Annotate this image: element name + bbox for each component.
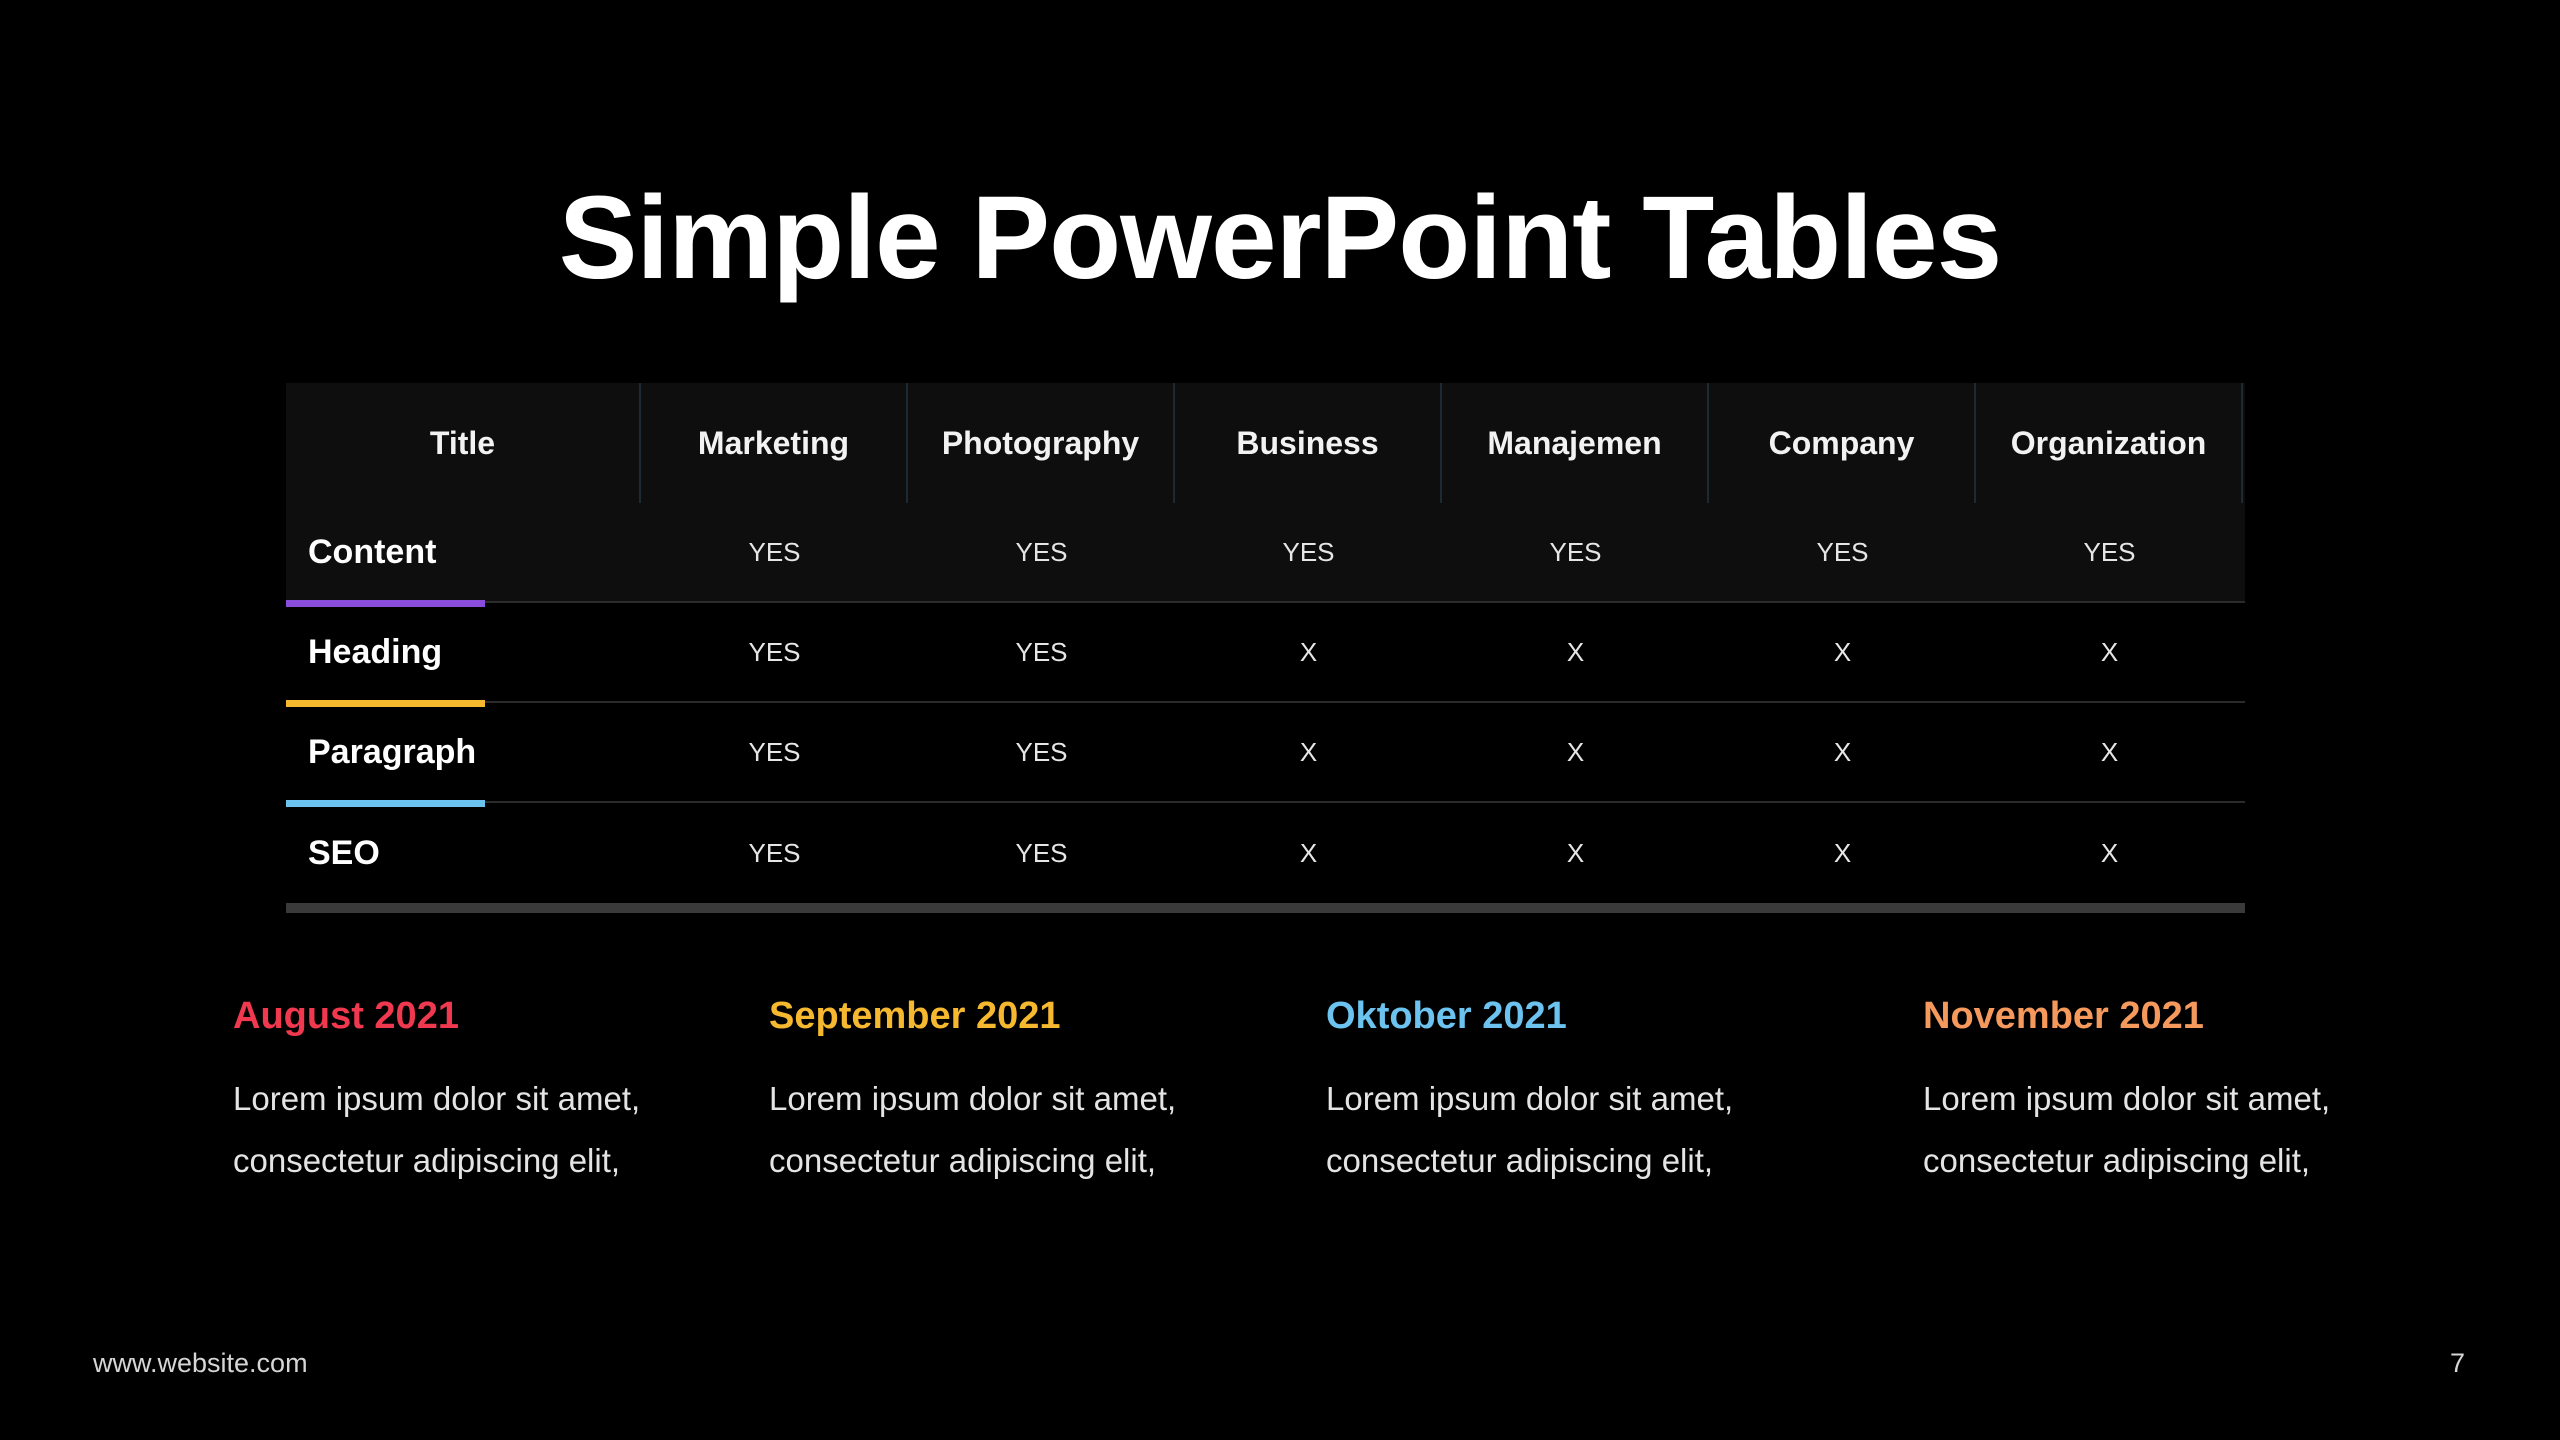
table-cell: YES xyxy=(1816,536,1869,567)
page-number: 7 xyxy=(2449,1348,2465,1378)
table-cell: X xyxy=(1566,736,1585,767)
table-cell: X xyxy=(1566,837,1585,868)
table-cell: YES xyxy=(2083,536,2136,567)
timeline-title: November 2021 xyxy=(1923,995,2204,1037)
table-cell: X xyxy=(1833,837,1852,868)
table-cell: X xyxy=(1299,837,1318,868)
table-cell: YES xyxy=(1282,536,1335,567)
timeline-text xyxy=(233,1068,753,1192)
header-cell-manajemen: Manajemen xyxy=(1442,383,1709,503)
timeline-text xyxy=(769,1068,1289,1192)
timeline-text-line: consectetur adipiscing elit, xyxy=(1923,1142,2311,1179)
row-label: Content xyxy=(308,532,437,571)
table-cell: X xyxy=(1833,636,1852,667)
timeline-text-line: Lorem ipsum dolor sit amet, xyxy=(1326,1080,1734,1117)
table-cell: X xyxy=(1299,636,1318,667)
timeline-text-line: consectetur adipiscing elit, xyxy=(1326,1142,1714,1179)
timeline-title: August 2021 xyxy=(233,995,459,1037)
table-row xyxy=(286,503,2245,603)
table-cell: YES xyxy=(748,536,801,567)
table-row xyxy=(286,603,2245,703)
table-cell: YES xyxy=(1015,536,1068,567)
header-cell-photography: Photography xyxy=(908,383,1175,503)
table-cell: YES xyxy=(748,636,801,667)
table-cell: YES xyxy=(748,837,801,868)
table-cell: YES xyxy=(1015,636,1068,667)
header-cell-business: Business xyxy=(1175,383,1442,503)
row-label: Heading xyxy=(308,632,443,671)
slide-title: Simple PowerPoint Tables xyxy=(558,172,2002,304)
timeline-text-line: Lorem ipsum dolor sit amet, xyxy=(233,1080,641,1117)
table-bottom-border xyxy=(286,903,2245,913)
timeline-item-november xyxy=(1923,995,2443,1192)
header-cell-title: Title xyxy=(286,383,641,503)
table-cell: X xyxy=(2100,837,2119,868)
table-row xyxy=(286,703,2245,803)
timeline-text xyxy=(1326,1068,1846,1192)
timeline-text-line: consectetur adipiscing elit, xyxy=(233,1142,621,1179)
table-cell: YES xyxy=(748,736,801,767)
table-cell: X xyxy=(1299,736,1318,767)
timeline-text-line: Lorem ipsum dolor sit amet, xyxy=(769,1080,1177,1117)
header-cell-company: Company xyxy=(1709,383,1976,503)
header-cell-organization: Organization xyxy=(1976,383,2243,503)
table-cell: X xyxy=(1833,736,1852,767)
table-row xyxy=(286,803,2245,903)
timeline-item-september xyxy=(769,995,1289,1192)
table-cell: X xyxy=(1566,636,1585,667)
table-cell: X xyxy=(2100,736,2119,767)
table-cell: YES xyxy=(1015,837,1068,868)
timeline-title: September 2021 xyxy=(769,995,1061,1037)
table-cell: YES xyxy=(1549,536,1602,567)
table-cell: YES xyxy=(1015,736,1068,767)
table-header-row xyxy=(286,383,2245,503)
timeline-text xyxy=(1923,1068,2443,1192)
comparison-table xyxy=(286,383,2245,913)
timeline-item-oktober xyxy=(1326,995,1846,1192)
header-cell-marketing: Marketing xyxy=(641,383,908,503)
row-label: Paragraph xyxy=(308,732,477,771)
timeline-text-line: Lorem ipsum dolor sit amet, xyxy=(1923,1080,2331,1117)
timeline-title: Oktober 2021 xyxy=(1326,995,1567,1037)
footer-website-link[interactable]: www.website.com xyxy=(93,1348,308,1378)
row-label: SEO xyxy=(308,833,380,872)
timeline-text-line: consectetur adipiscing elit, xyxy=(769,1142,1157,1179)
timeline-item-august xyxy=(233,995,753,1192)
table-cell: X xyxy=(2100,636,2119,667)
